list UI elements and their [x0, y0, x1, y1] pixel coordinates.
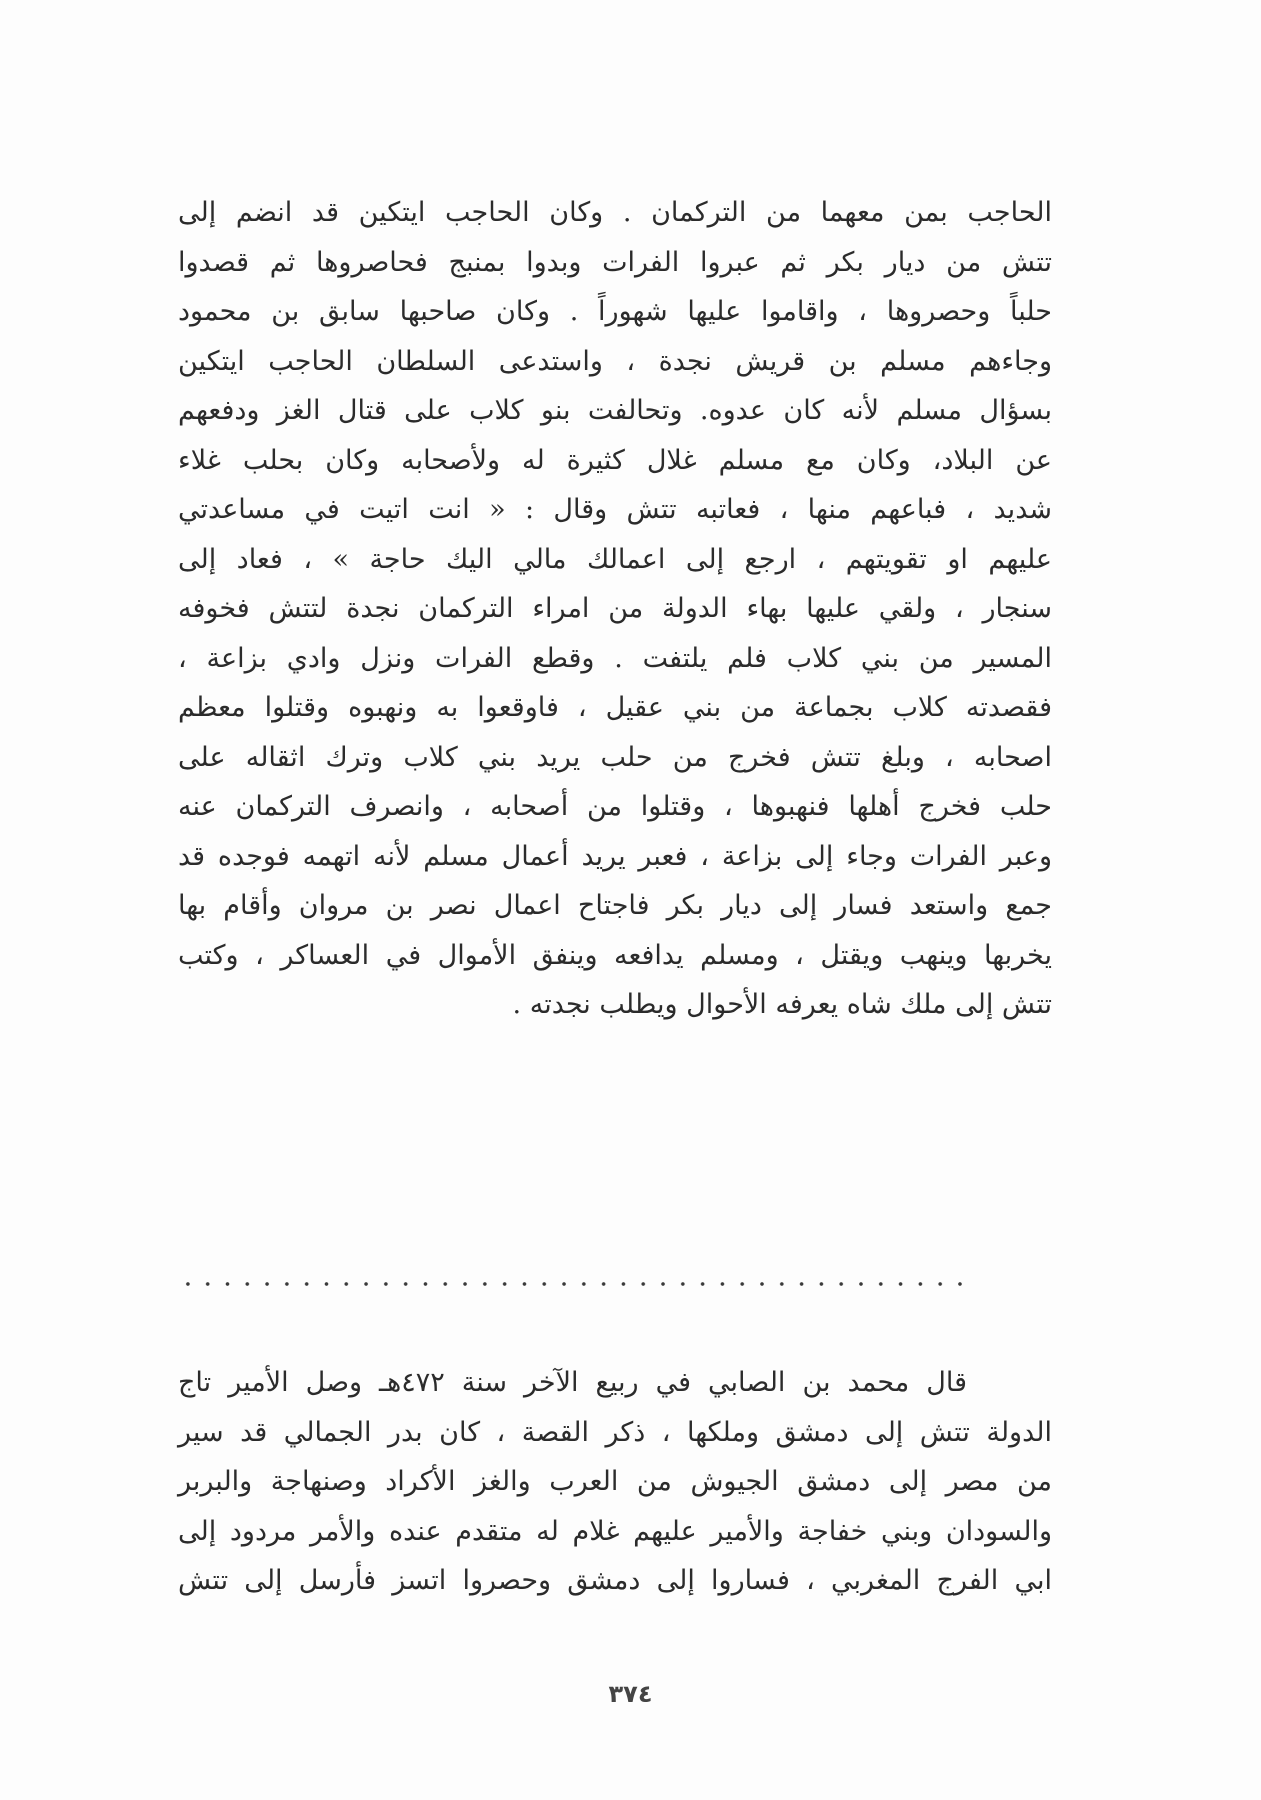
text-line: من مصر إلى دمشق الجيوش من العرب والغز الأكراد وصنهاجة والبربر: [178, 1466, 1052, 1497]
text-line: تتش إلى ملك شاه يعرفه الأحوال ويطلب نجدته .: [512, 989, 1052, 1020]
text-line: جمع واستعد فسار إلى ديار بكر فاجتاح اعمال نصر بن مروان وأقام بها: [178, 890, 1052, 921]
text-line: قال محمد بن الصابي في ربيع الآخر سنة ٤٧٢هـ وصل الأمير تاج: [178, 1367, 967, 1398]
text-line: شديد ، فباعهم منها ، فعاتبه تتش وقال : « انت اتيت في مساعدتي: [178, 494, 1052, 525]
text-line: المسير من بني كلاب فلم يلتفت . وقطع الفرات ونزل وادي بزاعة ،: [178, 642, 1052, 674]
page-number: ٣٧٤: [608, 1680, 653, 1708]
text-line: يخربها وينهب ويقتل ، ومسلم يدافعه وينفق الأموال في العساكر ، وكتب: [178, 939, 1052, 971]
text-line: سنجار ، ولقي عليها بهاء الدولة من امراء التركمان نجدة لتتش فخوفه: [178, 593, 1052, 624]
text-line: الدولة تتش إلى دمشق وملكها ، ذكر القصة ، كان بدر الجمالي قد سير: [178, 1416, 1052, 1448]
text-line: تتش من ديار بكر ثم عبروا الفرات وبدوا بمنبج فحاصروها ثم قصدوا: [178, 246, 1052, 278]
text-line: فقصدته كلاب بجماعة من بني عقيل ، فاوقعوا به ونهبوه وقتلوا معظم: [178, 692, 1052, 723]
paragraph-1: [178, 188, 1052, 1030]
text-line: ابي الفرج المغربي ، فساروا إلى دمشق وحصروا اتسز فأرسل إلى تتش: [178, 1565, 1052, 1596]
text-line: حلب فخرج أهلها فنهبوها ، وقتلوا من أصحابه ، وانصرف التركمان عنه: [178, 791, 1052, 822]
text-line: وعبر الفرات وجاء إلى بزاعة ، فعبر يريد أعمال مسلم لأنه اتهمه فوجده قد: [178, 840, 1052, 872]
text-line: عن البلاد، وكان مع مسلم غلال كثيرة له ولأصحابه وكان بحلب غلاء: [178, 444, 1052, 476]
dotted-separator: [178, 1280, 970, 1288]
text-line: عليهم او تقويتهم ، ارجع إلى اعمالك مالي اليك حاجة » ، فعاد إلى: [178, 543, 1052, 575]
text-line: وجاءهم مسلم بن قريش نجدة ، واستدعى السلطان الحاجب ايتكين: [178, 345, 1052, 377]
text-line: والسودان وبني خفاجة والأمير عليهم غلام له متقدم عنده والأمر مردود إلى: [178, 1515, 1052, 1547]
text-line: الحاجب بمن معهما من التركمان . وكان الحاجب ايتكين قد انضم إلى: [178, 197, 1052, 228]
text-line: اصحابه ، وبلغ تتش فخرج من حلب يريد بني كلاب وترك اثقاله على: [178, 741, 1052, 773]
text-line: بسؤال مسلم لأنه كان عدوه. وتحالفت بنو كلاب على قتال الغز ودفعهم: [178, 395, 1052, 426]
paragraph-2: [178, 1358, 1052, 1606]
text-line: حلباً وحصروها ، واقاموا عليها شهوراً . وكان صاحبها سابق بن محمود: [178, 296, 1052, 327]
